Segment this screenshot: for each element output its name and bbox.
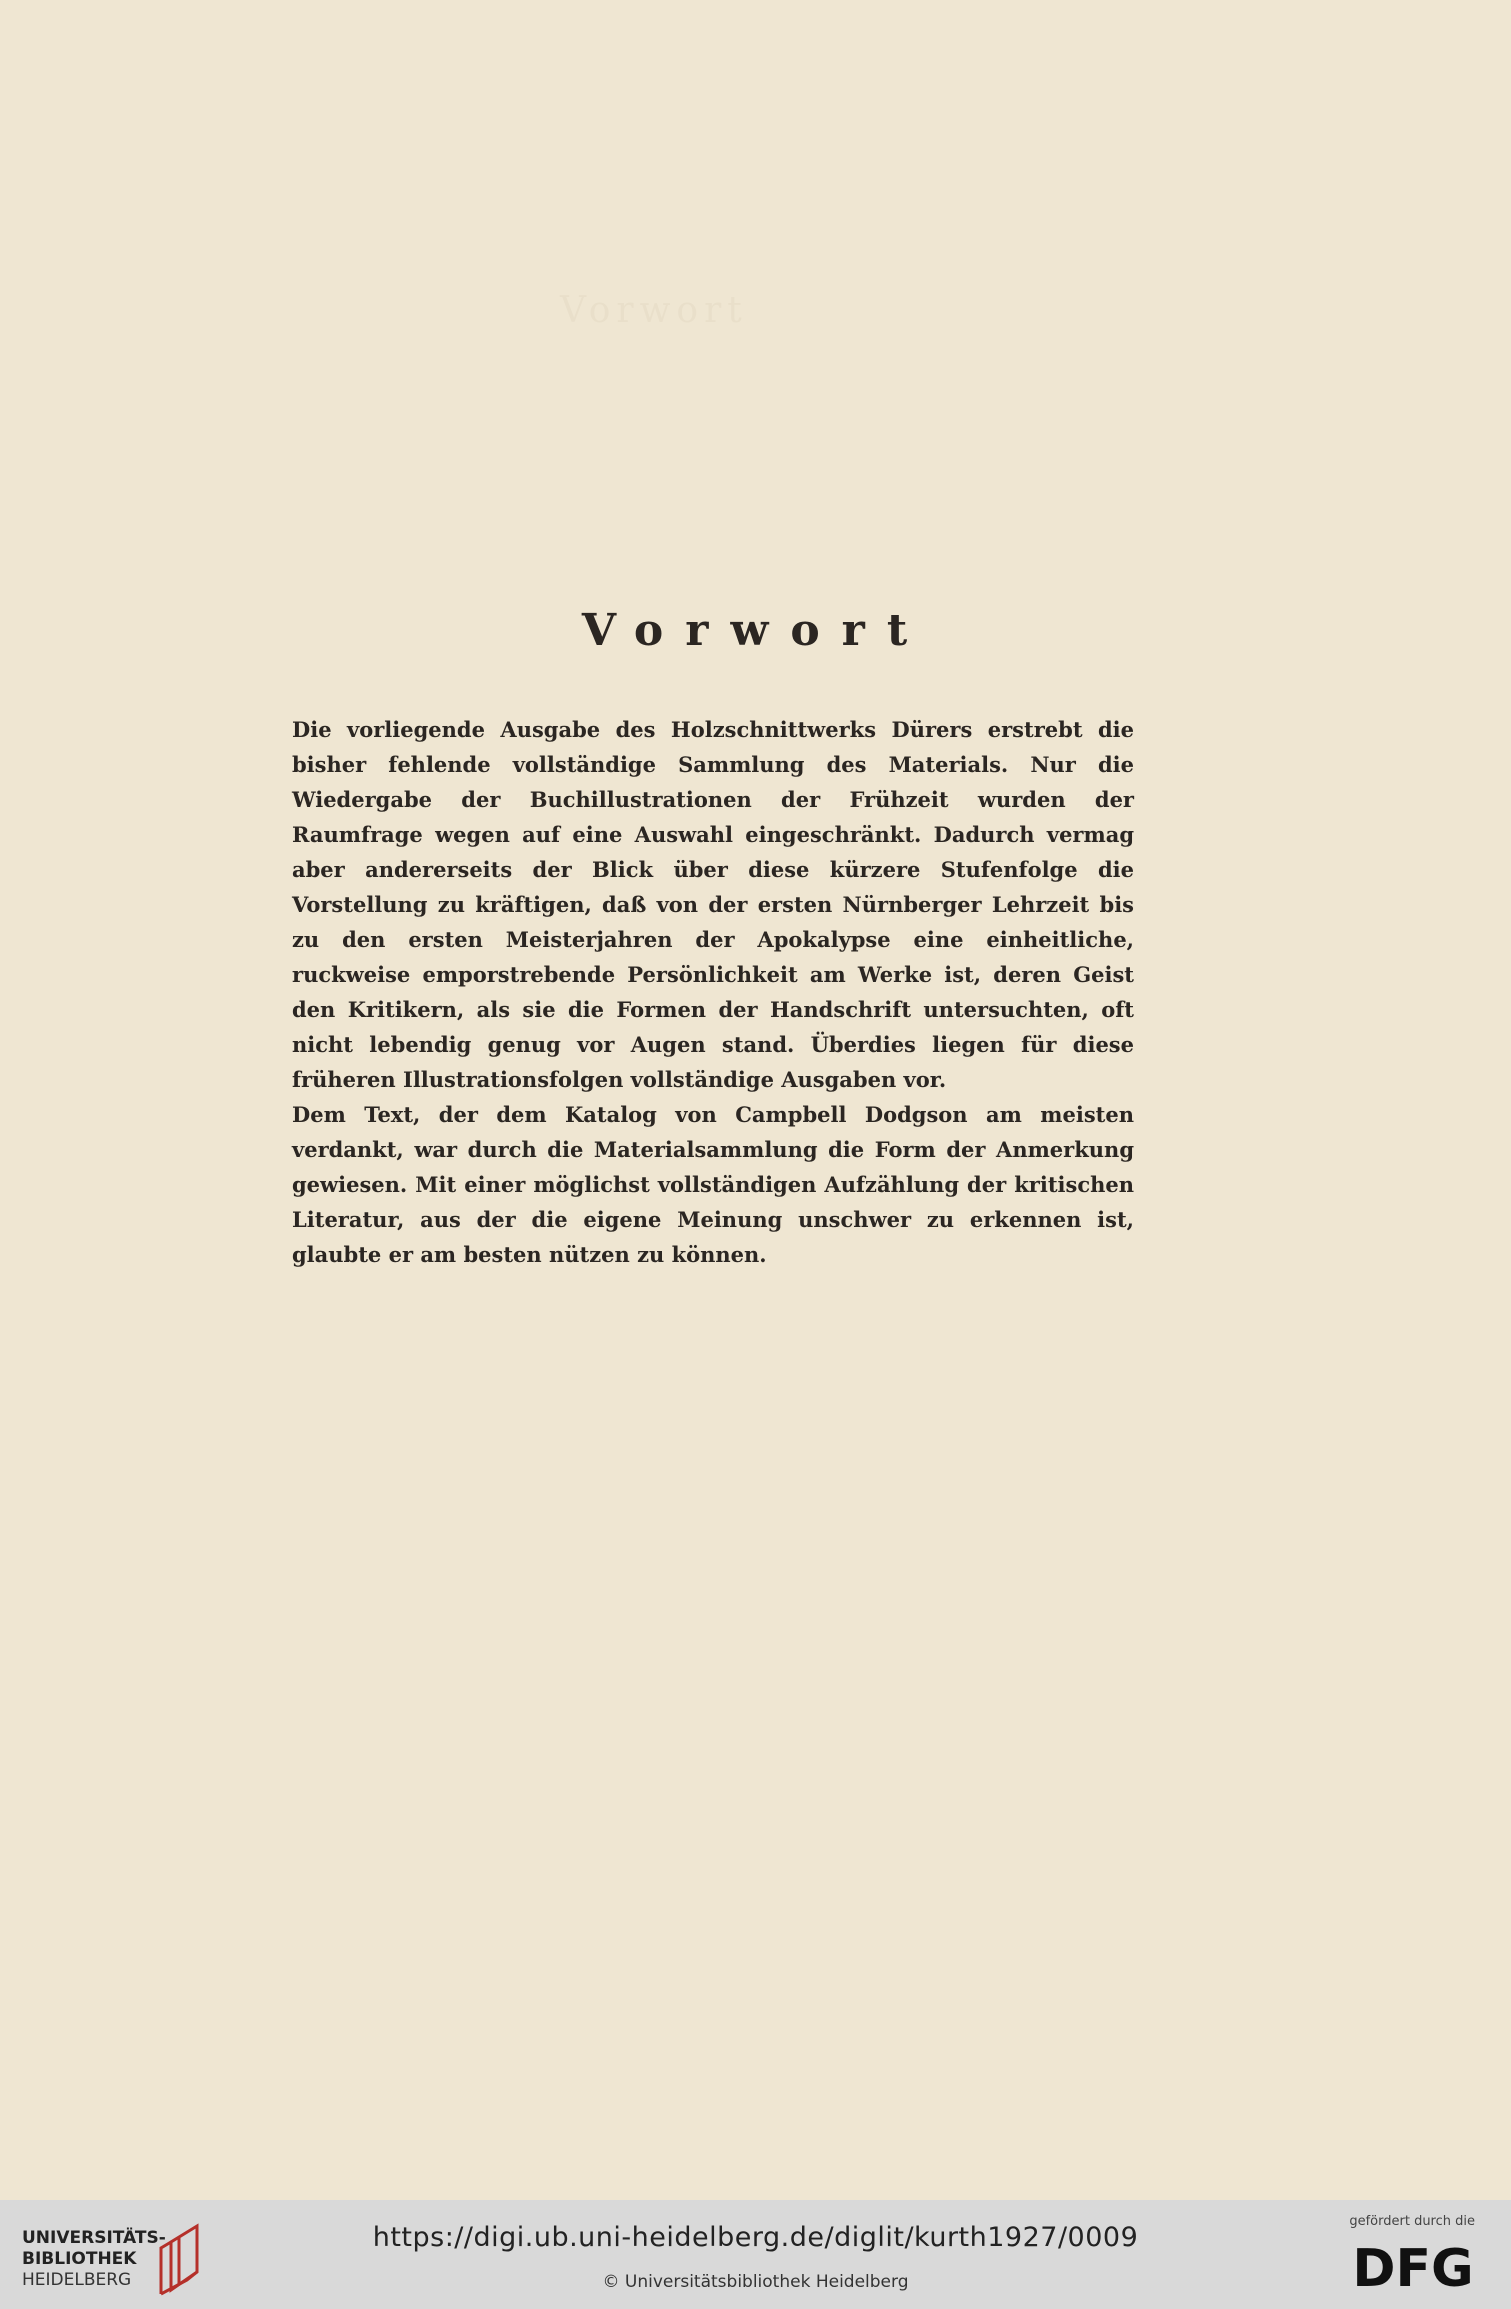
dfg-logo-text: DFG — [1352, 2239, 1474, 2296]
library-name-line-1: UNIVERSITÄTS- — [22, 2228, 166, 2248]
paragraph-2: Dem Text, der dem Katalog von Campbell Dodgson am meisten verdankt, war durch die Materialsammlung die Form der Anmerkung gewiesen. Mit einer möglichst vollständigen Aufzählung der kritischen Literatur, aus der die eigene Meinung unschwer zu erkennen ist, glaubte er am besten nützen zu können. — [292, 1102, 1134, 1267]
footer-bar — [0, 2200, 1511, 2309]
paragraph-1: Die vorliegende Ausgabe des Holzschnittwerks Dürers erstrebt die bisher fehlende vollständige Sammlung des Materials. Nur die Wiedergabe der Buchillustrationen der Frühzeit wurden der Raumfrage wegen auf eine Auswahl eingeschränkt. Dadurch vermag aber andererseits der Blick über diese kürzere Stufenfolge die Vorstellung zu kräftigen, daß von der ersten Nürnberger Lehrzeit bis zu den ersten Meisterjahren der Apokalypse eine einheitliche, ruckweise emporstrebende Persönlichkeit am Werke ist, deren Geist den Kritikern, als sie die Formen der Handschrift untersuchten, oft nicht lebendig genug vor Augen stand. Überdies liegen für diese früheren Illustrationsfolgen vollständige Ausgaben vor. — [292, 717, 1134, 1092]
funding-label: gefördert durch die — [1349, 2214, 1475, 2229]
copyright-notice: © Universitätsbibliothek Heidelberg — [602, 2272, 909, 2292]
page-title: Vorwort — [581, 605, 930, 656]
preface-text — [292, 712, 1134, 1272]
dfg-logo-icon[interactable] — [1343, 2236, 1483, 2296]
library-name-line-2: BIBLIOTHEK — [22, 2249, 137, 2269]
permalink-url[interactable]: https://digi.ub.uni-heidelberg.de/diglit/kurth1927/0009 — [372, 2222, 1139, 2253]
show-through-heading: Vorwort — [560, 290, 748, 331]
library-name-line-3: HEIDELBERG — [22, 2270, 132, 2290]
